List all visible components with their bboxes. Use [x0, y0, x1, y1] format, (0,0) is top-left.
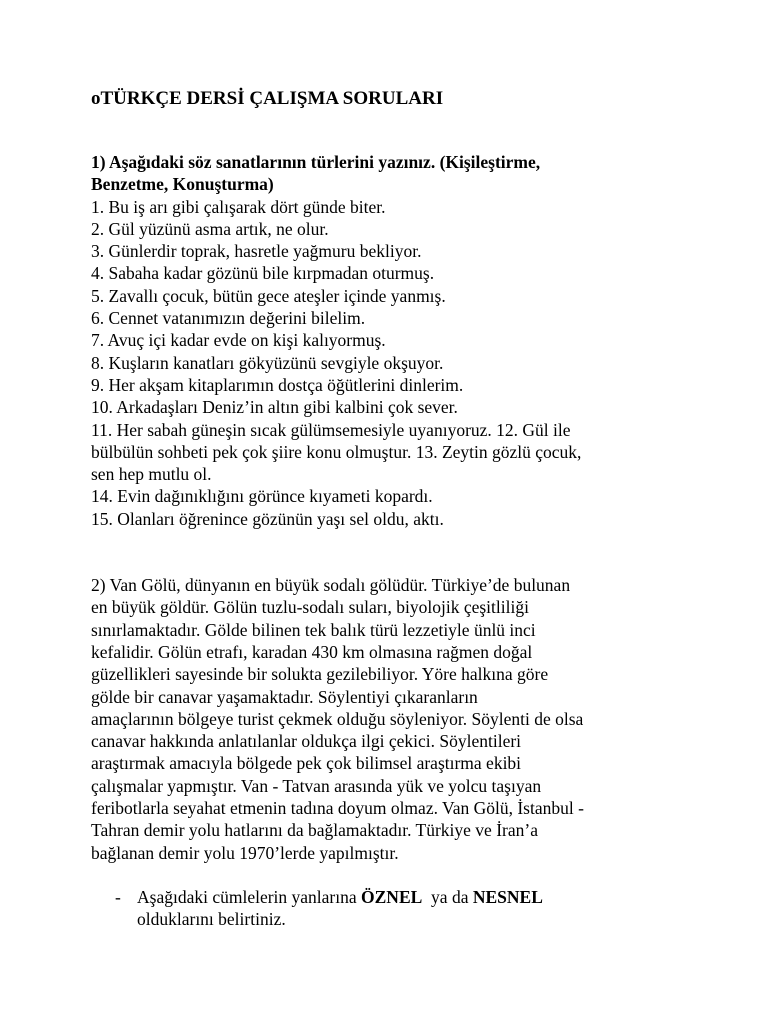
question-2-paragraph [91, 574, 691, 864]
list-item: 2. Gül yüzünü asma artık, ne olur. [91, 218, 329, 239]
page-title: oTÜRKÇE DERSİ ÇALIŞMA SORULARI [91, 88, 444, 109]
paragraph-line: feribotlarla seyahat etmenin tadına doyum olmaz. Van Gölü, İstanbul - [91, 798, 584, 819]
task-line-2: olduklarını belirtiniz. [137, 909, 286, 930]
task-bold-oznel: ÖZNEL [361, 886, 423, 907]
bullet-dash: - [115, 886, 121, 907]
question-1-heading-line: 1) Aşağıdaki söz sanatlarının türlerini yazınız. (Kişileştirme, [91, 152, 541, 172]
list-item: 5. Zavallı çocuk, bütün gece ateşler içinde yanmış. [91, 285, 446, 306]
paragraph-line: canavar hakkında anlatılanlar oldukça ilgi çekici. Söylentileri [91, 731, 522, 752]
paragraph-line: bağlanan demir yolu 1970’lerde yapılmıştır. [91, 842, 399, 863]
list-item: sen hep mutlu ol. [91, 464, 212, 485]
list-item: 1. Bu iş arı gibi çalışarak dört günde biter. [91, 196, 386, 217]
list-item: 4. Sabaha kadar gözünü bile kırpmadan oturmuş. [91, 263, 435, 284]
document-page [91, 87, 691, 931]
list-item: 15. Olanları öğrenince gözünün yaşı sel oldu, aktı. [91, 508, 444, 529]
paragraph-line: sınırlamaktadır. Gölde bilinen tek balık türü lezzetiyle ünlü inci [91, 619, 536, 640]
list-item: 8. Kuşların kanatları gökyüzünü sevgiyle okşuyor. [91, 352, 444, 373]
paragraph-line: gölde bir canavar yaşamaktadır. Söylentiyi çıkaranların [91, 686, 478, 707]
list-item: 14. Evin dağınıklığını görünce kıyameti kopardı. [91, 486, 433, 507]
paragraph-line: 2) Van Gölü, dünyanın en büyük sodalı gölüdür. Türkiye’de bulunan [91, 575, 571, 596]
list-item: 7. Avuç içi kadar evde on kişi kalıyormuş. [91, 330, 386, 351]
paragraph-line: araştırmak amacıyla bölgede pek çok bilimsel araştırma ekibi [91, 753, 522, 774]
list-item: 3. Günlerdir toprak, hasretle yağmuru bekliyor. [91, 241, 422, 262]
question-1-list [91, 196, 691, 530]
paragraph-line: güzellikleri sayesinde bir solukta gezilebiliyor. Yöre halkına göre [91, 664, 549, 685]
task-bold-nesnel: NESNEL [472, 886, 543, 907]
question-1-heading-line: Benzetme, Konuşturma) [91, 174, 274, 195]
paragraph-line: en büyük göldür. Gölün tuzlu-sodalı suları, biyolojik çeşitliliği [91, 597, 529, 618]
task-text: ya da [422, 886, 473, 907]
list-item: 6. Cennet vatanımızın değerini bilelim. [91, 308, 366, 329]
list-item: 11. Her sabah güneşin sıcak gülümsemesiyle uyanıyoruz. 12. Gül ile [91, 419, 571, 440]
question-2-task [91, 886, 691, 931]
task-line [137, 886, 691, 908]
task-text: Aşağıdaki cümlelerin yanlarına [137, 886, 362, 907]
paragraph-line: Tahran demir yolu hatlarını da bağlamaktadır. Türkiye ve İran’a [91, 820, 538, 841]
paragraph-line: çalışmalar yapmıştır. Van - Tatvan arasında yük ve yolcu taşıyan [91, 775, 542, 796]
question-1-heading [91, 151, 691, 196]
list-item: bülbülün sohbeti pek çok şiire konu olmuştur. 13. Zeytin gözlü çocuk, [91, 441, 582, 462]
paragraph-line: kefalidir. Gölün etrafı, karadan 430 km olmasına rağmen doğal [91, 641, 533, 662]
paragraph-line: amaçlarının bölgeye turist çekmek olduğu söyleniyor. Söylenti de olsa [91, 708, 584, 729]
list-item: 10. Arkadaşları Deniz’in altın gibi kalbini çok sever. [91, 397, 458, 418]
list-item: 9. Her akşam kitaplarımın dostça öğütlerini dinlerim. [91, 374, 464, 395]
